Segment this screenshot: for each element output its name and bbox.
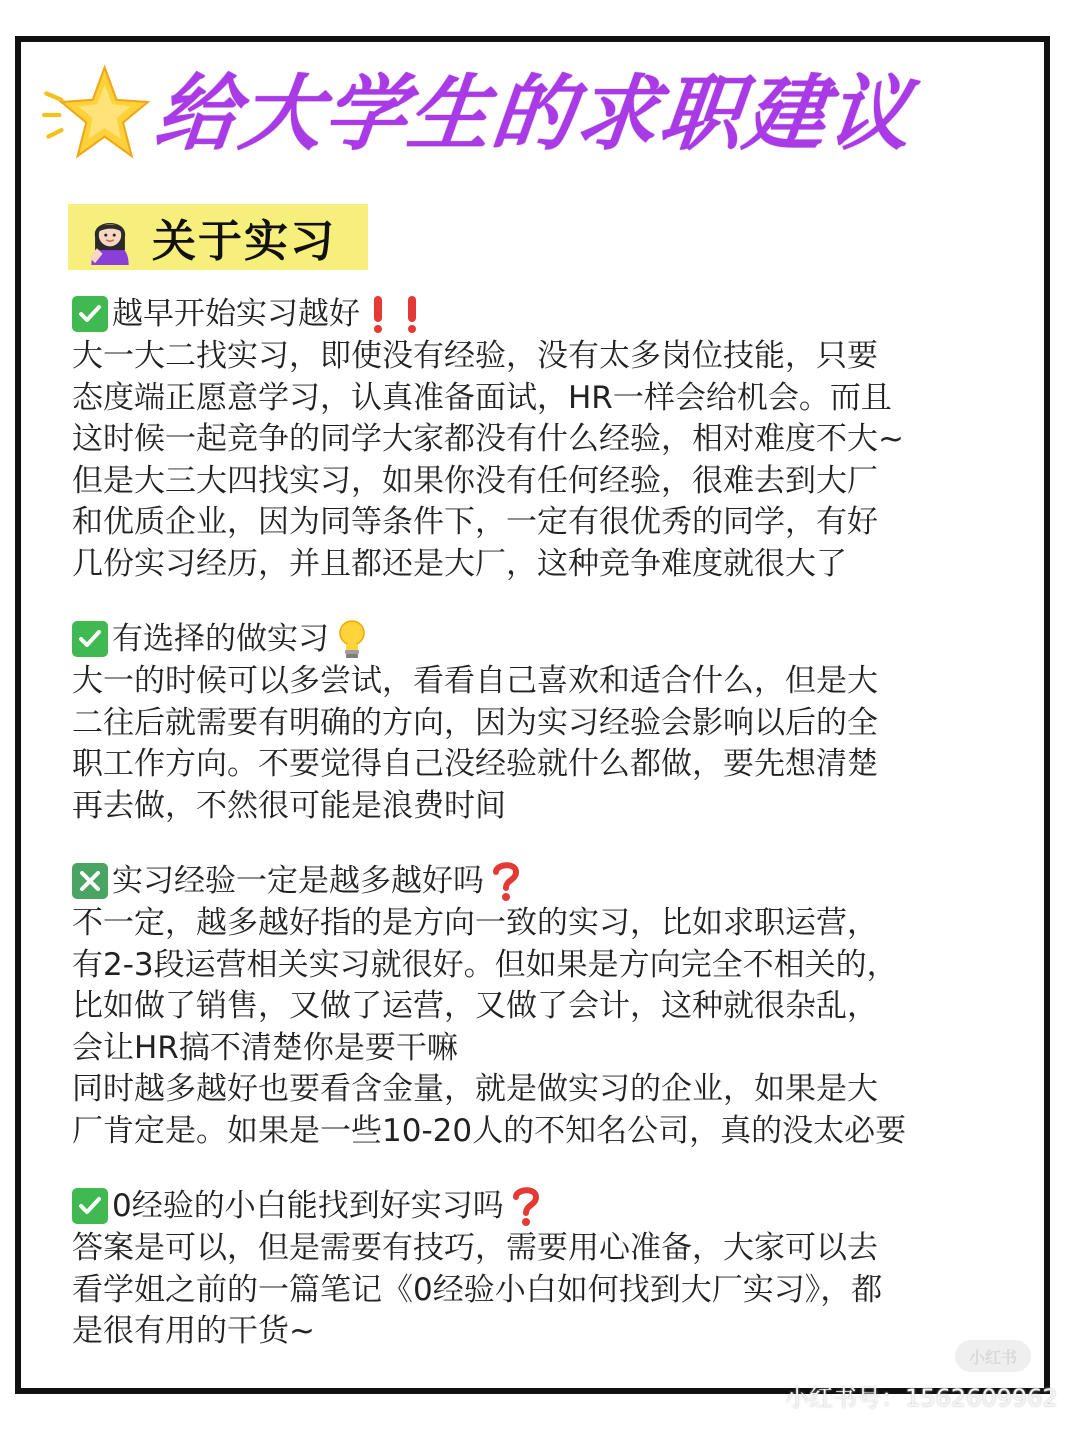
check-mark-icon xyxy=(72,1188,108,1224)
tip-block-4 xyxy=(72,1184,1022,1353)
check-mark-icon xyxy=(72,296,108,332)
tip-heading-row xyxy=(72,1184,1022,1228)
tip-block-3 xyxy=(72,859,1022,1152)
tip-line: 大一的时候可以多尝试，看看自己喜欢和适合什么，但是大 xyxy=(72,663,878,699)
tip-block-1 xyxy=(72,292,1022,585)
tip-line: 看学姐之前的一篇笔记《0经验小白如何找到大厂实习》，都 xyxy=(72,1271,883,1308)
tip-line: 答案是可以，但是需要有技巧，需要用心准备，大家可以去 xyxy=(72,1230,878,1266)
check-mark-icon xyxy=(72,621,108,657)
person-raising-hand-icon xyxy=(82,209,138,265)
tip-line: 同时越多越好也要看含金量，就是做实习的企业，如果是大 xyxy=(72,1071,878,1107)
tip-line: 几份实习经历，并且都还是大厂，这种竞争难度就很大了 xyxy=(72,545,847,582)
tip-line: 比如做了销售，又做了运营，又做了会计，这种就很杂乱， xyxy=(72,988,878,1024)
cross-mark-icon xyxy=(72,863,108,899)
double-exclamation-icon xyxy=(366,294,430,334)
tip-line: 二往后就需要有明确的方向，因为实习经验会影响以后的全 xyxy=(72,704,878,741)
tip-heading: 有选择的做实习 xyxy=(112,621,329,657)
tip-line: 职工作方向。不要觉得自己没经验就什么都做，要先想清楚 xyxy=(72,746,878,782)
tip-line: 厂肯定是。如果是一些10-20人的不知名公司，真的没太必要 xyxy=(72,1112,907,1149)
tip-line: 这时候一起竞争的同学大家都没有什么经验，相对难度不大~ xyxy=(72,421,904,457)
tip-heading: 0经验的小白能找到好实习吗 xyxy=(112,1188,504,1224)
tip-heading: 实习经验一定是越多越好吗 xyxy=(112,863,484,899)
light-bulb-icon xyxy=(335,618,369,660)
tip-line: 和优质企业，因为同等条件下，一定有很优秀的同学，有好 xyxy=(72,504,878,540)
tip-line: 会让HR搞不清楚你是要干嘛 xyxy=(72,1029,458,1066)
tip-line: 态度端正愿意学习，认真准备面试，HR一样会给机会。而且 xyxy=(72,379,892,416)
question-mark-icon xyxy=(490,860,522,902)
tip-line: 不一定，越多越好指的是方向一致的实习，比如求职运营， xyxy=(72,905,878,941)
title-row xyxy=(42,60,918,170)
star-icon xyxy=(42,61,150,169)
tip-line: 但是大三大四找实习，如果你没有任何经验，很难去到大厂 xyxy=(72,462,878,499)
tip-heading: 越早开始实习越好 xyxy=(112,296,360,332)
page-title: 给大学生的求职建议 xyxy=(151,67,918,162)
tip-line: 有2-3段运营相关实习就很好。但如果是方向完全不相关的， xyxy=(72,946,898,983)
watermark-id: 小红书号：1562609962 xyxy=(785,1384,1058,1412)
watermark-badge: 小红书 xyxy=(955,1340,1031,1372)
tip-heading-row xyxy=(72,292,1022,336)
content xyxy=(72,292,1022,1385)
question-mark-icon xyxy=(510,1185,542,1227)
tip-line: 再去做，不然很可能是浪费时间 xyxy=(72,787,506,824)
tip-block-2 xyxy=(72,617,1022,827)
tip-heading-row xyxy=(72,617,1022,661)
tip-line: 是很有用的干货~ xyxy=(72,1313,315,1349)
section-tag-label: 关于实习 xyxy=(152,216,336,267)
section-tag xyxy=(68,204,368,270)
tip-heading-row xyxy=(72,859,1022,903)
tip-line: 大一大二找实习，即使没有经验，没有太多岗位技能，只要 xyxy=(72,338,878,374)
